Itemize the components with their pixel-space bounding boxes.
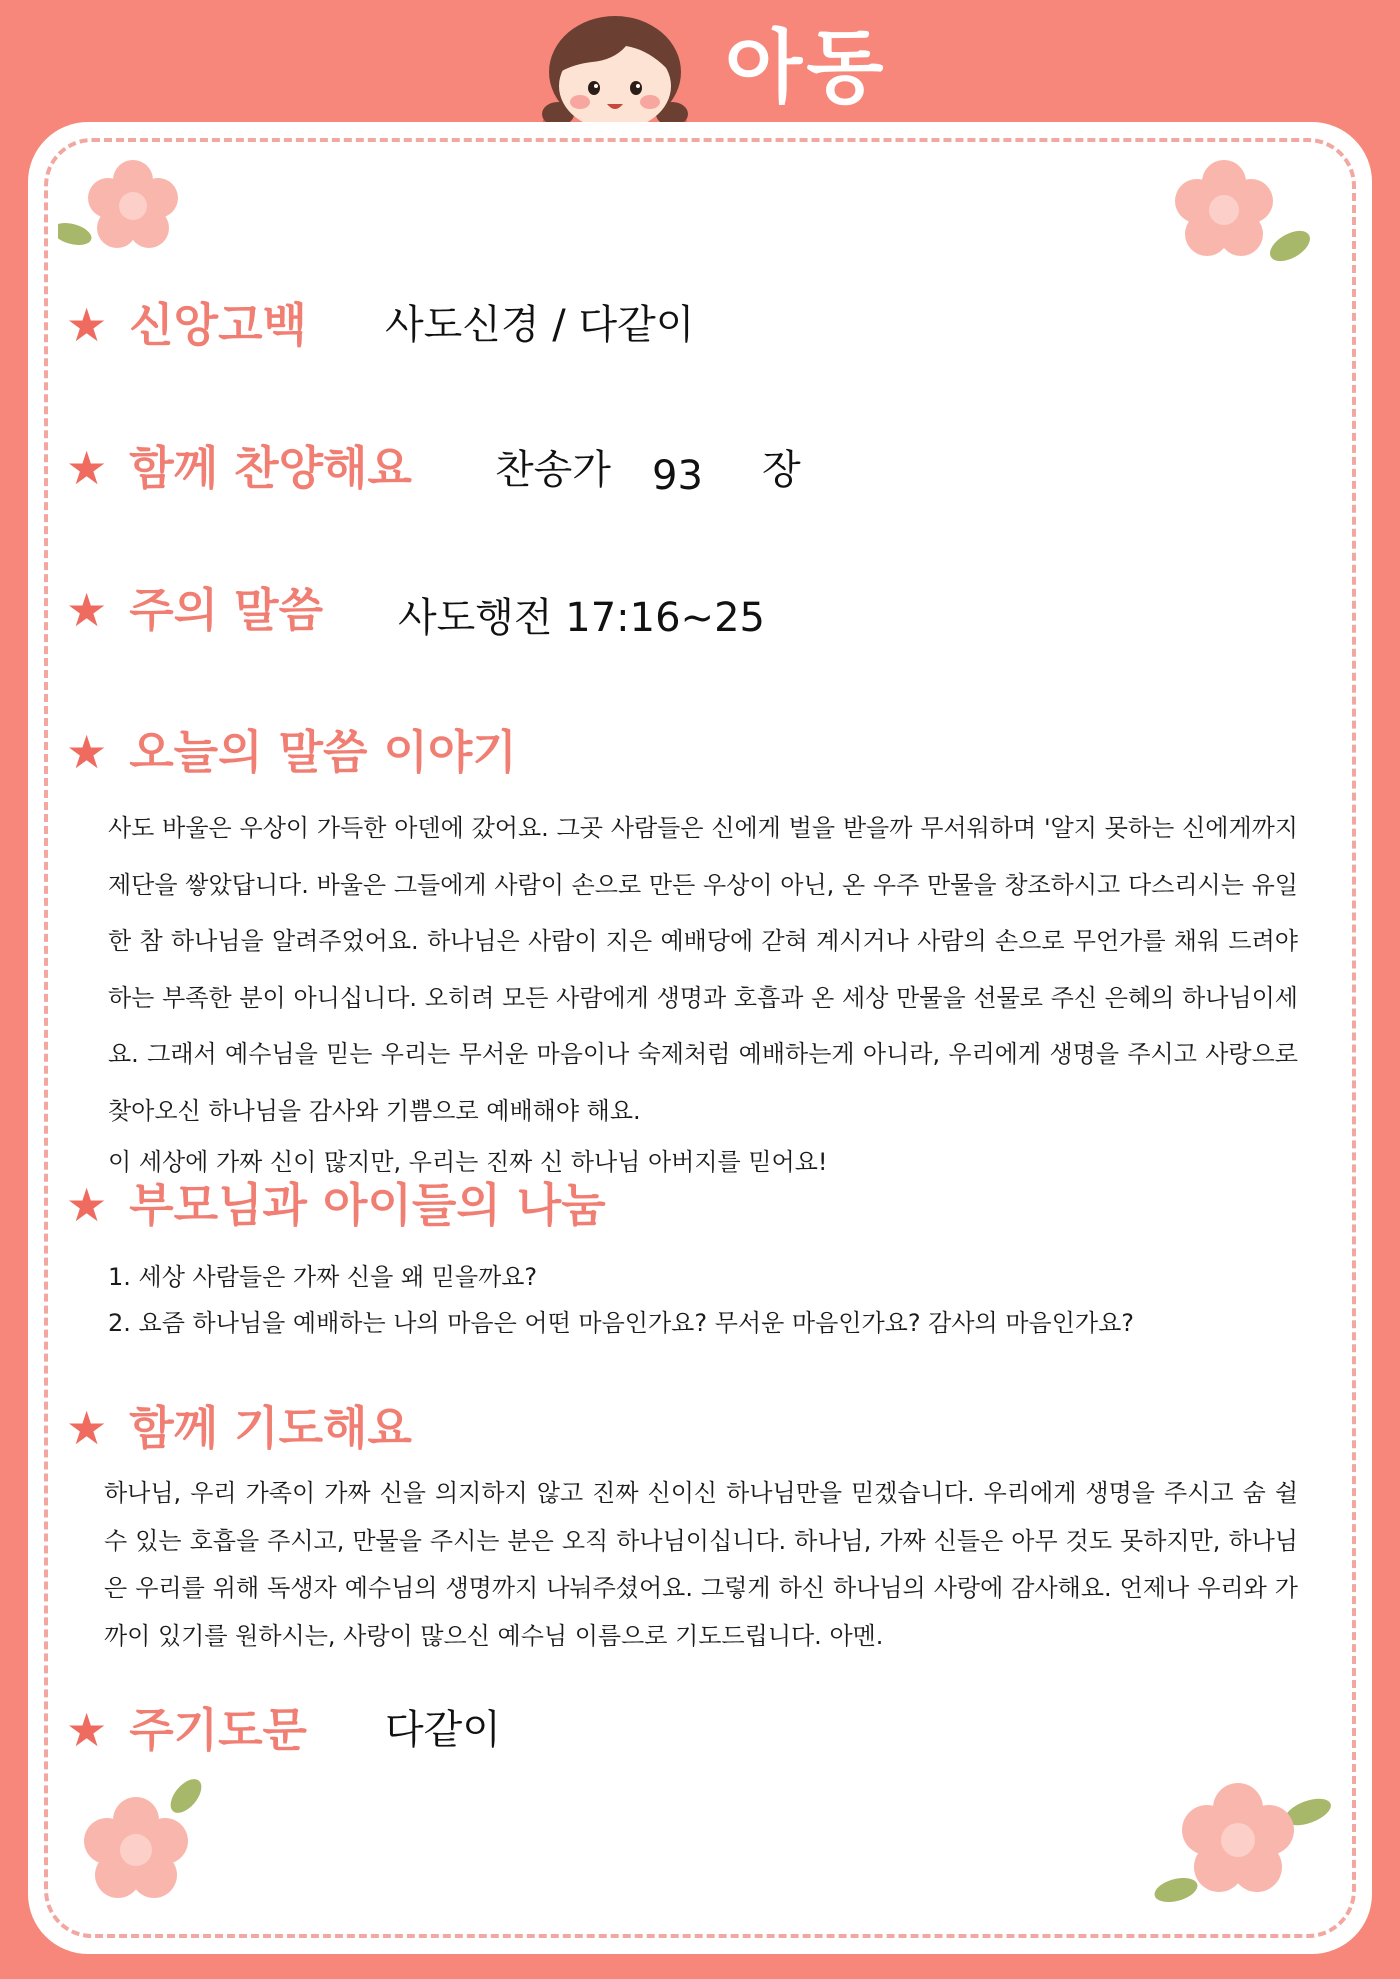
star-icon: ★: [66, 1703, 108, 1757]
flower-icon: [68, 1772, 218, 1902]
section-title-scripture: [66, 580, 323, 640]
sharing-questions: [108, 1254, 1308, 1346]
flower-icon: [1138, 1772, 1338, 1912]
page-title: 아동: [725, 21, 888, 114]
lords-prayer-value: 다같이: [385, 1707, 501, 1753]
star-icon: ★: [66, 725, 108, 779]
section-title-lords-prayer: [66, 1700, 307, 1760]
section-title-text: 주의 말씀: [129, 583, 324, 637]
section-title-text: 함께 기도해요: [129, 1401, 412, 1455]
section-title-sharing: [66, 1175, 606, 1235]
flower-icon: [58, 154, 188, 264]
prayer-body: 하나님, 우리 가족이 가짜 신을 의지하지 않고 진짜 신이신 하나님만을 믿겠습니다. 우리에게 생명을 주시고 숨 쉴 수 있는 호흡을 주시고, 만물을 주시는 분은 오직 하나님이십니다. 하나님, 가짜 신들은 아무 것도 못하지만, 하나님은 우리를 위해 독생자 예수님의 생명까지 나눠주셨어요. 그렇게 하신 하나님의 사랑에 감사해요. 언제나 우리와 가까이 있기를 원하시는, 사랑이 많으신 예수님 이름으로 기도드립니다. 아멘.: [104, 1479, 1298, 1650]
flower-icon: [1162, 154, 1312, 274]
hymn-number: 93: [652, 453, 703, 499]
section-title-text: 신앙고백: [129, 298, 307, 352]
star-icon: ★: [66, 1401, 108, 1455]
hymn-label: 찬송가: [495, 447, 611, 493]
story-body: 사도 바울은 우상이 가득한 아덴에 갔어요. 그곳 사람들은 신에게 벌을 받을까 무서워하며 '알지 못하는 신에게까지 제단을 쌓았답니다. 바울은 그들에게 사람이 손으로 만든 우상이 아닌, 온 우주 만물을 창조하시고 다스리시는 유일한 참 하나님을 알려주었어요. 하나님은 사람이 지은 예배당에 갇혀 계시거나 사람의 손으로 무언가를 채워 드려야 하는 부족한 분이 아니십니다. 오히려 모든 사람에게 생명과 호흡과 온 세상 만물을 선물로 주신 은혜의 하나님이세요. 그래서 예수님을 믿는 우리는 무서운 마음이나 숙제처럼 예배하는게 아니라, 우리에게 생명을 주시고 사랑으로 찾아오신 하나님을 감사와 기쁨으로 예배해야 해요.: [108, 814, 1298, 1125]
section-title-hymn: [66, 438, 412, 498]
star-icon: ★: [66, 441, 108, 495]
hymn-unit: 장: [762, 447, 801, 493]
scripture-value: 사도행전 17:16~25: [398, 595, 765, 641]
list-item: 1. 세상 사람들은 가짜 신을 왜 믿을까요?: [108, 1263, 538, 1291]
star-icon: ★: [66, 1178, 108, 1232]
section-title-prayer: [66, 1398, 412, 1458]
page-header: [0, 0, 1400, 130]
star-icon: ★: [66, 298, 108, 352]
section-title-text: 부모님과 아이들의 나눔: [129, 1178, 606, 1232]
list-item: 2. 요즘 하나님을 예배하는 나의 마음은 어떤 마음인가요? 무서운 마음인가요? 감사의 마음인가요?: [108, 1309, 1135, 1337]
story-closing: 이 세상에 가짜 신이 많지만, 우리는 진짜 신 하나님 아버지를 믿어요!: [108, 1148, 828, 1176]
star-icon: ★: [66, 583, 108, 637]
girl-mascot-icon: [530, 10, 700, 135]
section-title-text: 함께 찬양해요: [129, 441, 412, 495]
section-title-text: 오늘의 말씀 이야기: [129, 725, 517, 779]
section-title-story: [66, 722, 517, 782]
section-title-creed: [66, 295, 307, 355]
section-title-text: 주기도문: [129, 1703, 307, 1757]
creed-value: 사도신경 / 다같이: [385, 302, 695, 348]
